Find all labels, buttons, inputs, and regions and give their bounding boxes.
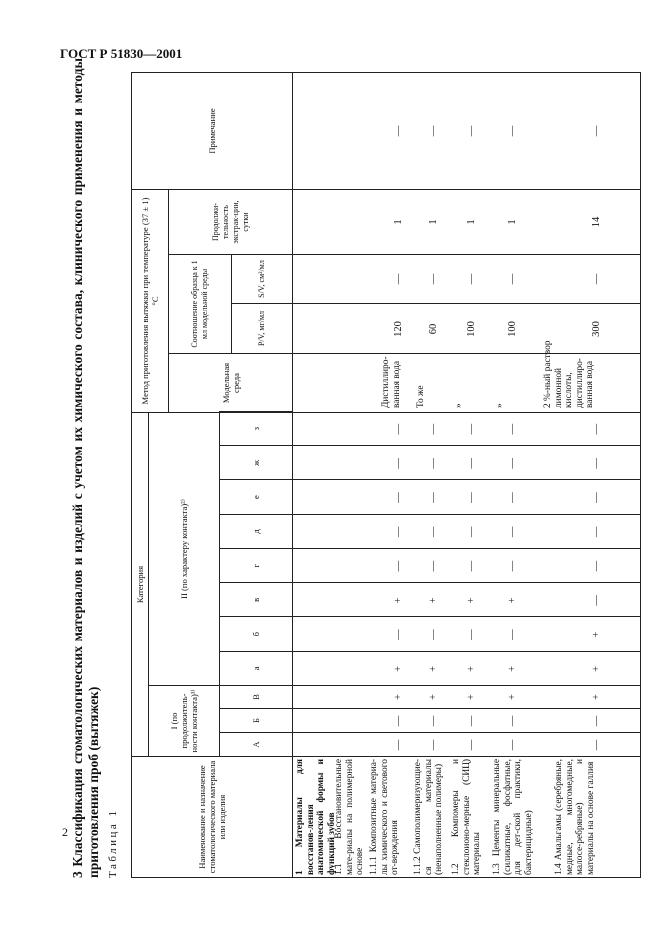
cell-cat2: — [393, 526, 404, 538]
cell-cat2: — [507, 629, 518, 640]
cell-cat1: — [466, 715, 477, 727]
cell-note: — [393, 125, 404, 137]
col-header-ratio: Соотношение образца к 1 мл модельной среды [168, 254, 232, 354]
cell-cat1: — [507, 715, 518, 727]
col-header-ratio-sv: S/V, см²/мл [231, 254, 293, 304]
cell-cat2: — [507, 492, 518, 503]
cell-cat2: + [466, 597, 477, 604]
cell-cat2: — [507, 560, 518, 572]
cell-cat2: — [507, 458, 518, 469]
cell-cat1: — [466, 739, 477, 751]
col-header-cat2-6: е [219, 480, 293, 515]
col-header-cat2-1: а [219, 651, 293, 686]
cell-cat1: — [393, 739, 404, 751]
cell-cat2: + [393, 665, 404, 672]
col-header-cat2-3: в [219, 582, 293, 617]
cell-duration: 1 [393, 219, 404, 225]
cell-cat2: + [507, 597, 518, 604]
col-header-cat2-8: з [219, 411, 293, 446]
cell-medium: » [454, 403, 464, 408]
cell-cat2: — [466, 526, 477, 538]
col-header-cat2-4: г [219, 548, 293, 583]
cell-cat2: — [591, 595, 602, 606]
cell-sv: — [393, 273, 404, 285]
col-header-ratio-pv: P/V, мг/мл [231, 303, 293, 354]
page-number: 2 [62, 825, 68, 839]
cell-sv: — [591, 273, 602, 285]
cell-cat2: — [393, 629, 404, 640]
cell-duration: 1 [428, 219, 439, 225]
cell-cat2: — [428, 492, 439, 503]
cell-cat2: — [428, 423, 439, 435]
col-header-note: Примечание [131, 72, 293, 190]
col-header-medium: Модельная среда [168, 353, 293, 413]
row-name: 1.1 Восстановительные мате-риалы на полимерной основе [334, 759, 365, 875]
cell-sv: — [466, 273, 477, 285]
col-header-name: Наименование и назначение стоматологического материала или изделия [131, 756, 293, 878]
cell-pv: 60 [428, 323, 439, 335]
row-name: 1.4 Амальгамы (серебряные, медные, многомедные, малосе-ребряные) и материалы на основе галлия [554, 759, 596, 875]
cell-cat1: + [591, 694, 602, 700]
classification-table [131, 72, 641, 878]
cell-cat1: — [507, 739, 518, 751]
column-separator [292, 303, 641, 304]
cell-cat2: + [428, 665, 439, 672]
cell-cat2: + [393, 597, 404, 604]
cell-note: — [466, 125, 477, 137]
col-header-cat2-5: д [219, 514, 293, 549]
cell-cat2: — [393, 560, 404, 572]
cell-cat2: + [428, 597, 439, 604]
cell-cat2: — [428, 629, 439, 640]
cell-cat2: — [466, 492, 477, 503]
cell-pv: 300 [591, 321, 602, 337]
cell-cat2: — [393, 492, 404, 503]
cell-cat2: — [428, 560, 439, 572]
cell-cat2: — [466, 560, 477, 572]
cell-cat1: — [428, 739, 439, 751]
col-header-cat1: I (по продолжитель-ности контакта)¹⁾ [148, 685, 220, 757]
cell-cat1: + [428, 694, 439, 700]
cell-medium: Дистиллиро-ванная вода [381, 356, 402, 408]
col-header-cat1-a: А [219, 732, 293, 757]
cell-duration: 14 [591, 216, 602, 228]
cell-pv: 100 [507, 321, 518, 337]
cell-cat2: — [591, 458, 602, 469]
row-name: 1.1.1 Композитные материа-лы химического и светового от-верждения [369, 759, 400, 875]
row-name: 1.1.2 Самополимеризующие-ся материалы (ненаполненные полимеры) [413, 759, 444, 875]
col-header-duration: Продолжи-тельность экстрак-ции, сутки [168, 189, 293, 255]
col-header-cat1-v: В [219, 685, 293, 709]
cell-medium: » [495, 403, 505, 408]
cell-cat2: — [466, 423, 477, 435]
col-header-category: Категория [131, 412, 149, 757]
col-header-cat2: II (по характеру контакта)²⁾ [148, 412, 220, 686]
cell-cat2: — [428, 458, 439, 469]
row-name: 1.2 Компомеры и стеклоионо-мерные (СИЦ) материалы [451, 759, 482, 875]
row-name: 1 Материалы для восстанов-ления анатомической формы и функций зубов [295, 759, 337, 875]
cell-pv: 100 [466, 321, 477, 337]
section-heading: 3 Классификация стоматологических материалов и изделий с учетом их химического состава, клинического применения и методы приготовления проб (вытяжек) [70, 58, 101, 878]
cell-cat2: — [428, 526, 439, 538]
cell-pv: 120 [393, 321, 404, 337]
cell-cat2: — [591, 492, 602, 503]
cell-note: — [591, 125, 602, 137]
cell-duration: 1 [507, 219, 518, 225]
cell-cat1: + [466, 694, 477, 700]
cell-sv: — [428, 273, 439, 285]
col-header-cat2-7: ж [219, 445, 293, 480]
col-header-cat1-b: Б [219, 708, 293, 733]
cell-cat2: — [591, 560, 602, 572]
column-separator [292, 189, 641, 190]
table-label: Таблица 1 [107, 808, 119, 878]
col-header-cat2-2: б [219, 617, 293, 652]
cell-cat2: + [466, 665, 477, 672]
cell-cat1: — [393, 715, 404, 727]
cell-cat2: — [466, 629, 477, 640]
cell-cat2: + [507, 665, 518, 672]
cell-note: — [428, 125, 439, 137]
cell-cat1: — [428, 715, 439, 727]
cell-cat1: — [591, 715, 602, 727]
col-header-method: Метод приготовления вытяжки при температуре (37 ± 1) °С [131, 189, 169, 413]
cell-cat1: + [393, 694, 404, 700]
cell-cat2: — [591, 423, 602, 435]
column-separator [292, 254, 641, 255]
cell-cat2: + [591, 631, 602, 638]
cell-cat1: — [591, 739, 602, 751]
cell-cat2: — [507, 423, 518, 435]
cell-cat2: — [393, 423, 404, 435]
cell-medium: 2 %-ный раствор лимонной кислоты, дистиллиро-ванная вода [543, 340, 595, 408]
cell-cat2: — [466, 458, 477, 469]
cell-medium: То же [416, 385, 426, 408]
cell-note: — [507, 125, 518, 137]
cell-sv: — [507, 273, 518, 285]
cell-duration: 1 [466, 219, 477, 225]
row-name: 1.3 Цементы минеральные (силикатные, фосфатные, для дет-ской практики, бактерицидные) [492, 759, 534, 875]
cell-cat1: + [507, 694, 518, 700]
document-header: ГОСТ Р 51830—2001 [60, 46, 183, 61]
cell-cat2: — [507, 526, 518, 538]
cell-cat2: — [591, 526, 602, 538]
cell-cat2: + [591, 665, 602, 672]
cell-cat2: — [393, 458, 404, 469]
rotated-page-content [58, 58, 658, 878]
